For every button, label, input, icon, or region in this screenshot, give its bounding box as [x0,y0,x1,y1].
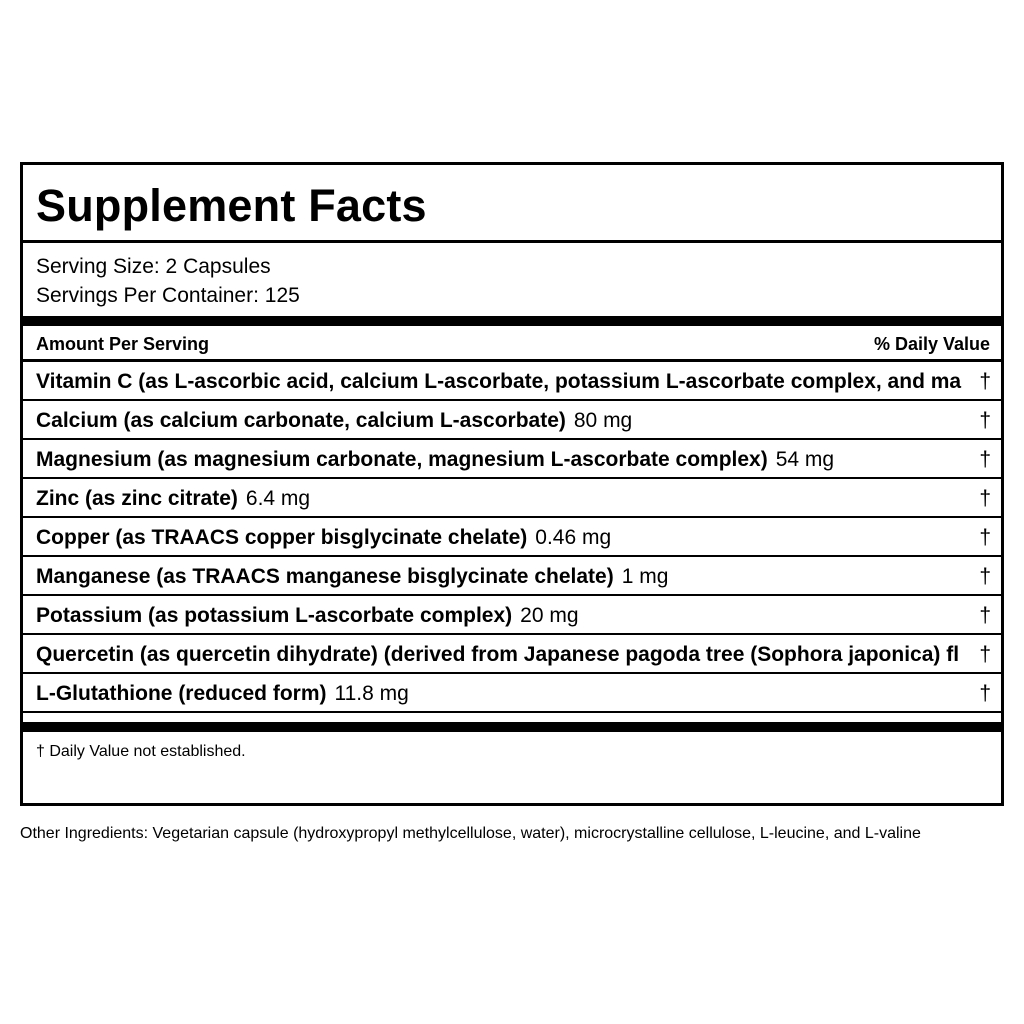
nutrient-name: Copper (as TRAACS copper bisglycinate chelate) [36,526,528,549]
nutrient-row-vitamin-c [23,362,1001,399]
thick-divider-top [23,316,1001,326]
nutrient-name: Magnesium (as magnesium carbonate, magnesium L-ascorbate complex) [36,448,768,471]
thick-divider-bottom [23,722,1001,732]
nutrient-row-potassium [23,596,1001,633]
nutrient-amount: 80 mg [573,409,633,432]
daily-value-dagger: † [979,370,991,393]
nutrient-amount: 54 mg [775,448,835,471]
nutrient-amount: 6.4 mg [245,487,311,510]
daily-value-dagger: † [979,487,991,510]
nutrient-row-calcium [23,401,1001,438]
nutrient-amount: 0.46 mg [535,526,612,549]
title-divider [23,240,1001,243]
nutrient-amount: 11.8 mg [334,682,409,705]
daily-value-dagger: † [979,604,991,627]
daily-value-dagger: † [979,448,991,471]
daily-value-dagger: † [979,643,991,666]
nutrient-row-zinc [23,479,1001,516]
nutrient-name: Vitamin C (as L-ascorbic acid, calcium L-ascorbate, potassium L-ascorbate complex, and ma [36,370,962,393]
serving-size: Serving Size: 2 Capsules [36,255,271,278]
nutrient-row-manganese [23,557,1001,594]
nutrient-name: Calcium (as calcium carbonate, calcium L-ascorbate) [36,409,566,432]
nutrient-amount: 1 mg [621,565,669,588]
nutrient-row-glutathione [23,674,1001,711]
amount-per-serving-label: Amount Per Serving [36,334,210,354]
footnote: † Daily Value not established. [36,743,246,760]
nutrient-name: Zinc (as zinc citrate) [36,487,238,510]
daily-value-dagger: † [979,565,991,588]
panel-title: Supplement Facts [36,180,427,231]
other-ingredients: Other Ingredients: Vegetarian capsule (hydroxypropyl methylcellulose, water), microcrystalline cellulose, L-leucine, and L-valine [20,825,921,842]
row-divider [23,711,1001,713]
nutrient-amount: 20 mg [520,604,579,627]
daily-value-dagger: † [979,409,991,432]
nutrient-name: L-Glutathione (reduced form) [36,682,327,705]
supplement-facts-panel [20,162,1004,806]
nutrient-name: Quercetin (as quercetin dihydrate) (derived from Japanese pagoda tree (Sophora japonica) fl [36,643,960,666]
nutrient-row-copper [23,518,1001,555]
daily-value-header: % Daily Value [873,334,990,354]
servings-per-container: Servings Per Container: 125 [36,284,300,307]
nutrient-name: Manganese (as TRAACS manganese bisglycinate chelate) [36,565,614,588]
nutrient-row-magnesium [23,440,1001,477]
nutrient-row-quercetin [23,635,1001,672]
daily-value-dagger: † [979,682,991,705]
nutrient-name: Potassium (as potassium L-ascorbate complex) [36,604,513,627]
daily-value-dagger: † [979,526,991,549]
